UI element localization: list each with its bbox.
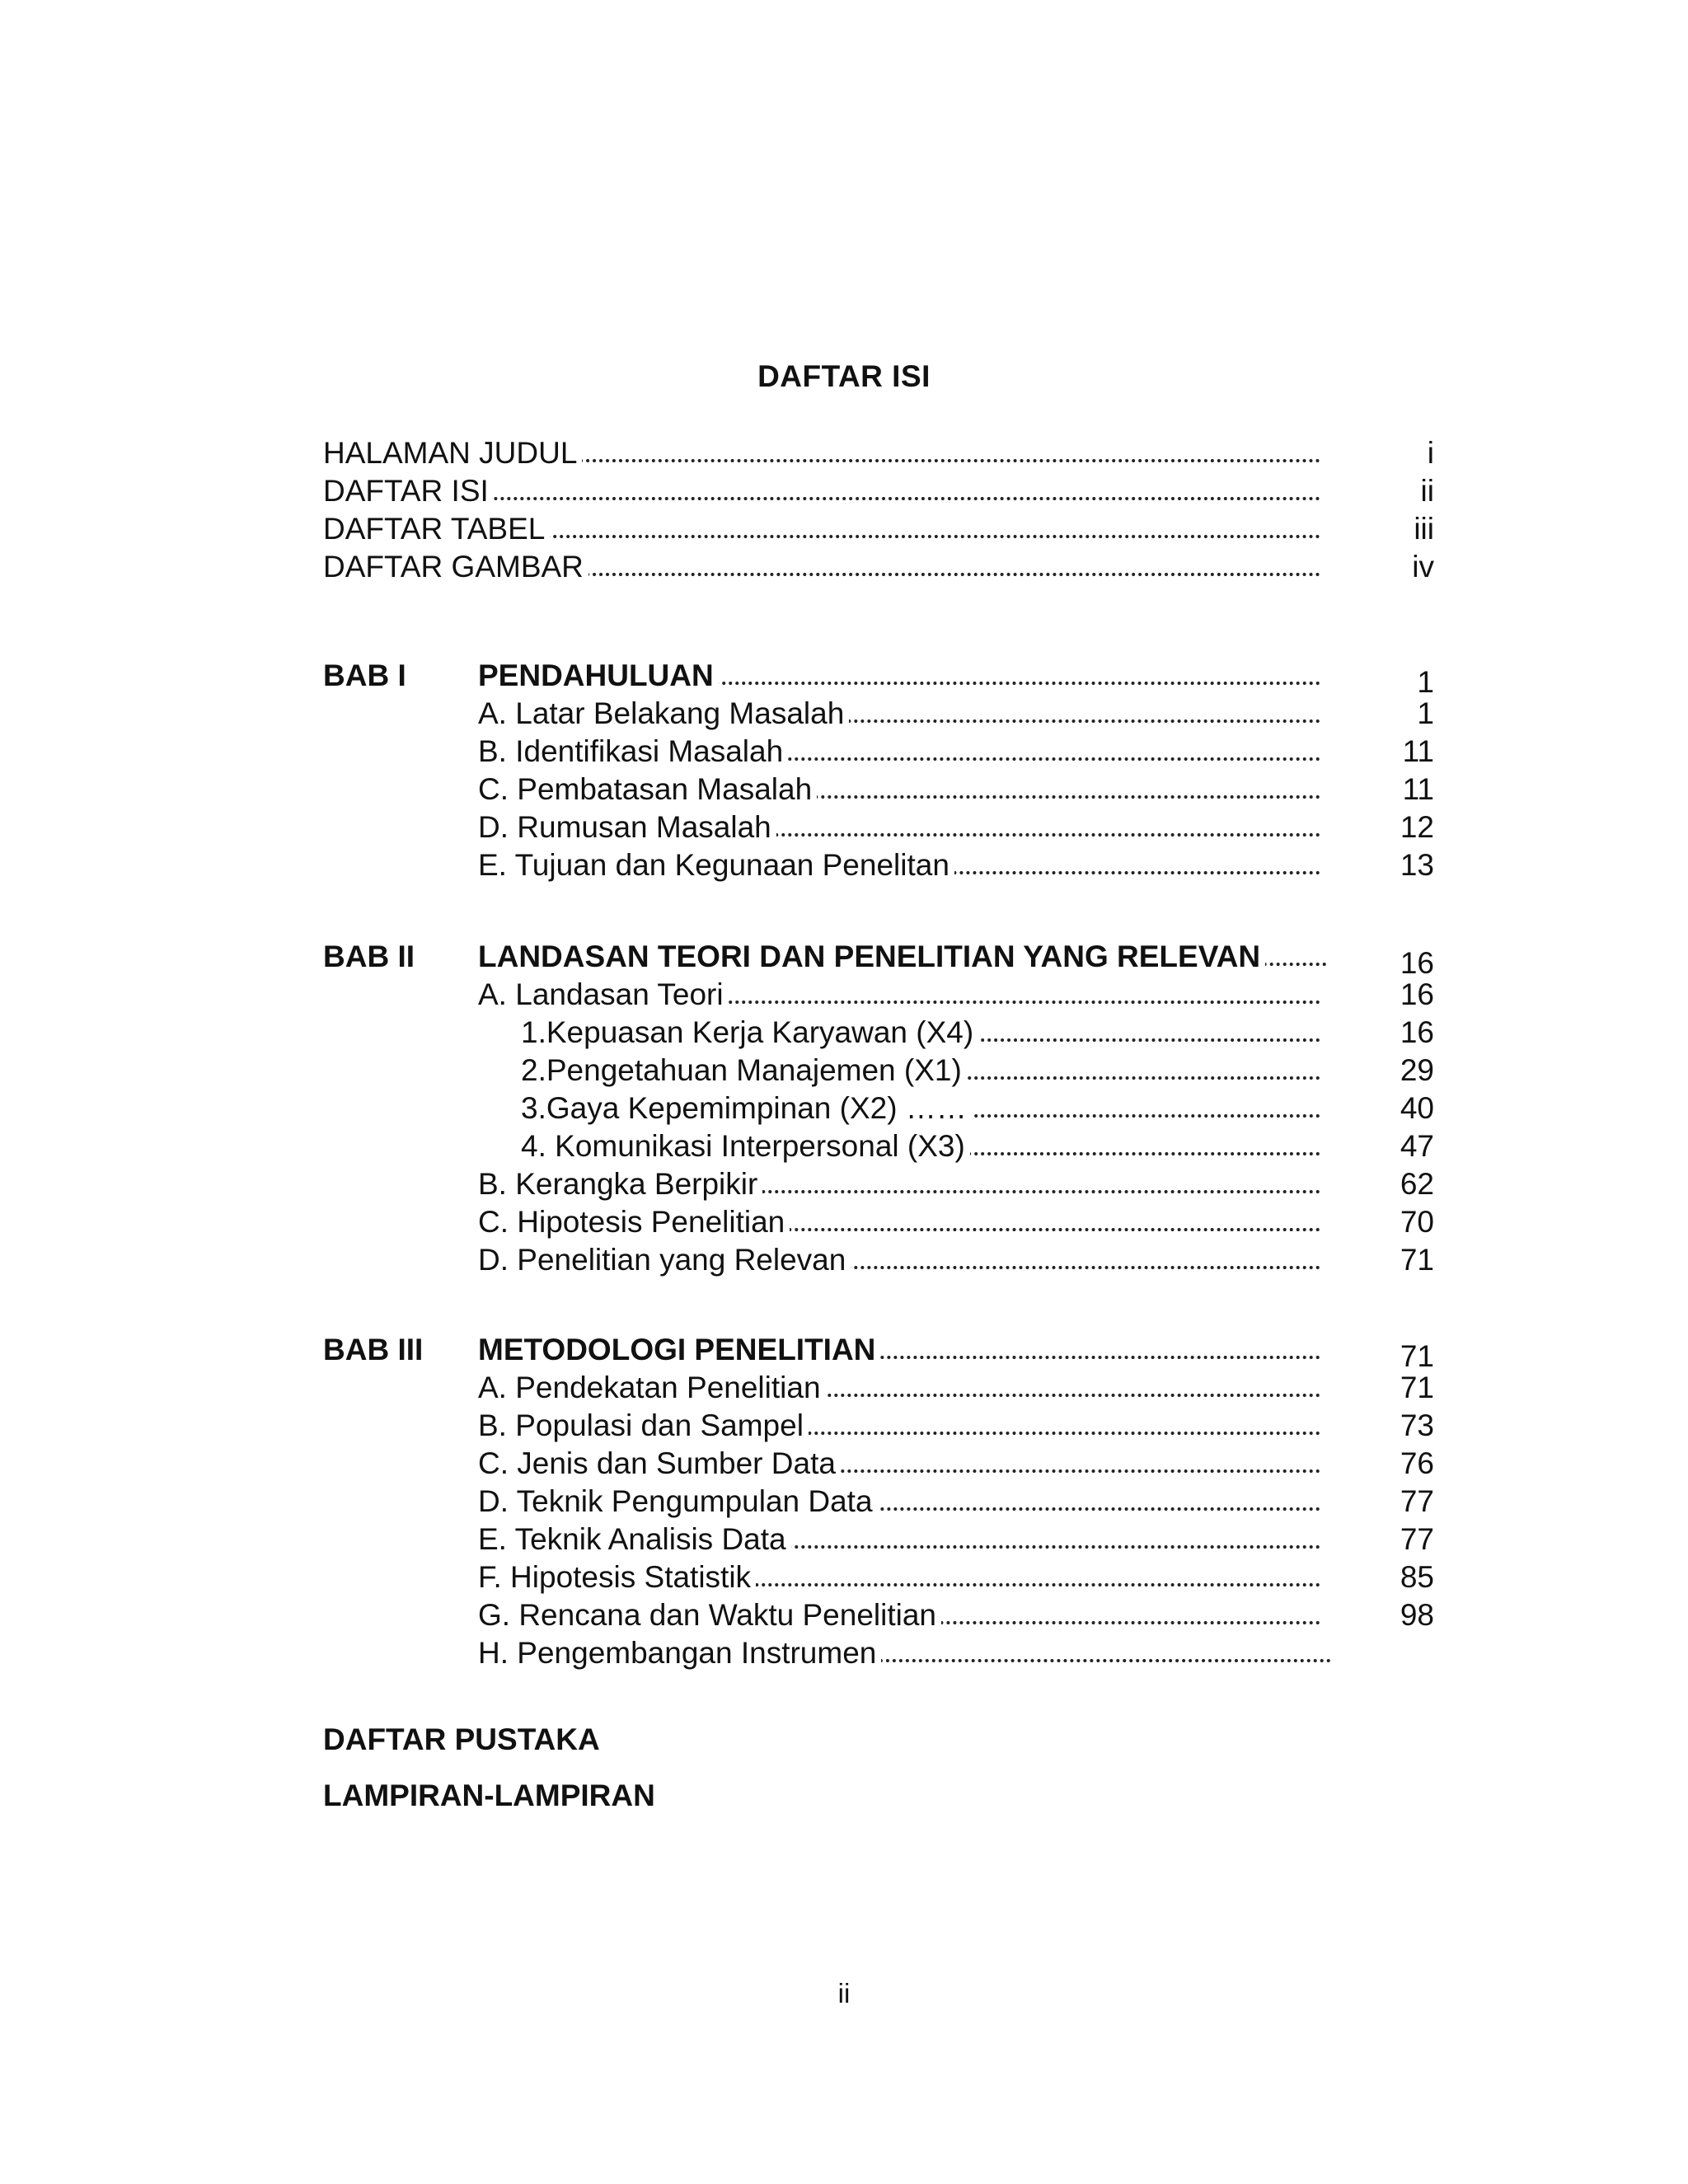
toc-subentry-page: 47 [1400,1129,1434,1163]
toc-subentry-label: 4. Komunikasi Interpersonal (X3) [521,1129,970,1163]
chapter-number: BAB I [323,658,406,692]
daftar-pustaka-heading: DAFTAR PUSTAKA [323,1722,600,1756]
toc-entry [323,434,1320,472]
toc-entry-label: A. Landasan Teori [478,977,729,1011]
lampiran-heading: LAMPIRAN-LAMPIRAN [323,1779,655,1812]
toc-entry-label: C. Hipotesis Penelitian [478,1205,790,1239]
toc-entry-label: C. Pembatasan Masalah [478,772,817,806]
chapter-heading-page: 16 [1400,946,1434,980]
toc-entry [478,846,1320,884]
toc-entry [478,808,1320,846]
toc-entry-page: 1 [1417,696,1434,730]
toc-entry-page: iv [1412,550,1434,583]
toc-entry-page: 12 [1400,810,1434,844]
toc-entry-page: 13 [1400,848,1434,882]
toc-entry-label: D. Penelitian yang Relevan [478,1243,851,1277]
toc-subentry-page: 16 [1400,1015,1434,1049]
toc-entry [478,1407,1320,1445]
chapter-heading-label: LANDASAN TEORI DAN PENELITIAN YANG RELEVAN [478,940,1265,973]
toc-entry-page: iii [1414,512,1434,546]
toc-entry-label: G. Rencana dan Waktu Penelitian [478,1598,941,1632]
toc-entry-label: B. Identifikasi Masalah [478,734,788,768]
toc-entry-page: 71 [1400,1243,1434,1277]
toc-entry [478,1634,1331,1672]
toc-entry-page: 70 [1400,1205,1434,1239]
toc-entry-page: ii [1420,474,1434,508]
toc-entry-page: 73 [1400,1408,1434,1442]
toc-entry-page: 77 [1400,1484,1434,1518]
toc-entry [323,472,1320,510]
toc-entry-label: C. Jenis dan Sumber Data [478,1446,841,1480]
page-title: DAFTAR ISI [757,359,931,393]
toc-subentry-label: 1.Kepuasan Kerja Karyawan (X4) [521,1015,978,1049]
toc-entry [478,695,1320,733]
toc-entry-label: A. Latar Belakang Masalah [478,696,849,730]
toc-entry-page: 76 [1400,1446,1434,1480]
toc-subentry [521,1127,1320,1165]
toc-subentry-page: 40 [1400,1091,1434,1125]
toc-entry [323,510,1320,548]
toc-entry-page: 62 [1400,1167,1434,1201]
toc-entry [323,548,1320,586]
toc-entry-label: B. Kerangka Berpikir [478,1167,762,1201]
toc-entry [478,1165,1320,1203]
toc-entry [478,1483,1320,1521]
toc-entry [478,1241,1320,1279]
toc-entry-label: F. Hipotesis Statistik [478,1560,756,1594]
toc-subentry-label: 2.Pengetahuan Manajemen (X1) [521,1053,967,1087]
toc-entry [478,1203,1320,1241]
toc-entry-label: E. Teknik Analisis Data [478,1522,791,1556]
toc-entry-page: 98 [1400,1598,1434,1632]
toc-entry [478,1369,1320,1407]
toc-entry-label: E. Tujuan dan Kegunaan Penelitan [478,848,954,882]
page-number: ii [837,1978,851,2008]
toc-entry-page: 71 [1400,1371,1434,1404]
toc-entry-label: B. Populasi dan Sampel [478,1408,809,1442]
toc-subentry-label: 3.Gaya Kepemimpinan (X2) …… [521,1091,972,1125]
chapter-heading [478,1331,1320,1369]
toc-entry [478,1445,1320,1483]
chapter-heading [478,938,1327,976]
toc-entry-label: D. Rumusan Masalah [478,810,776,844]
toc-subentry-page: 29 [1400,1053,1434,1087]
toc-subentry [521,1014,1320,1052]
toc-entry-page [1360,1634,1434,1672]
chapter-heading [478,657,1320,695]
chapter-heading-page: 1 [1417,665,1434,699]
toc-entry-label: D. Teknik Pengumpulan Data [478,1484,878,1518]
toc-entry-label: A. Pendekatan Penelitian [478,1371,826,1404]
toc-entry-label: HALAMAN JUDUL [323,436,582,470]
toc-subentry [521,1052,1320,1090]
toc-entry [478,1521,1320,1558]
toc-entry-page: 16 [1400,977,1434,1011]
toc-entry-page: 77 [1400,1522,1434,1556]
toc-entry-label: DAFTAR ISI [323,474,494,508]
toc-entry-page: 11 [1402,772,1434,806]
chapter-heading-page: 71 [1400,1339,1434,1373]
chapter-heading-label: METODOLOGI PENELITIAN [478,1333,880,1366]
toc-entry-label: DAFTAR GAMBAR [323,550,588,583]
toc-entry-label: H. Pengembangan Instrumen [478,1636,881,1670]
toc-entry-page: 85 [1400,1560,1434,1594]
chapter-heading-label: PENDAHULUAN [478,658,719,692]
toc-subentry [521,1090,1320,1127]
toc-entry [478,1558,1320,1596]
toc-entry-page: 11 [1402,734,1434,768]
toc-entry [478,733,1320,771]
toc-entry-label: DAFTAR TABEL [323,512,550,546]
toc-entry [478,1596,1320,1634]
toc-entry-page: i [1427,436,1434,470]
toc-entry [478,771,1320,808]
toc-entry [478,976,1320,1014]
chapter-number: BAB II [323,940,415,973]
chapter-number: BAB III [323,1333,424,1366]
